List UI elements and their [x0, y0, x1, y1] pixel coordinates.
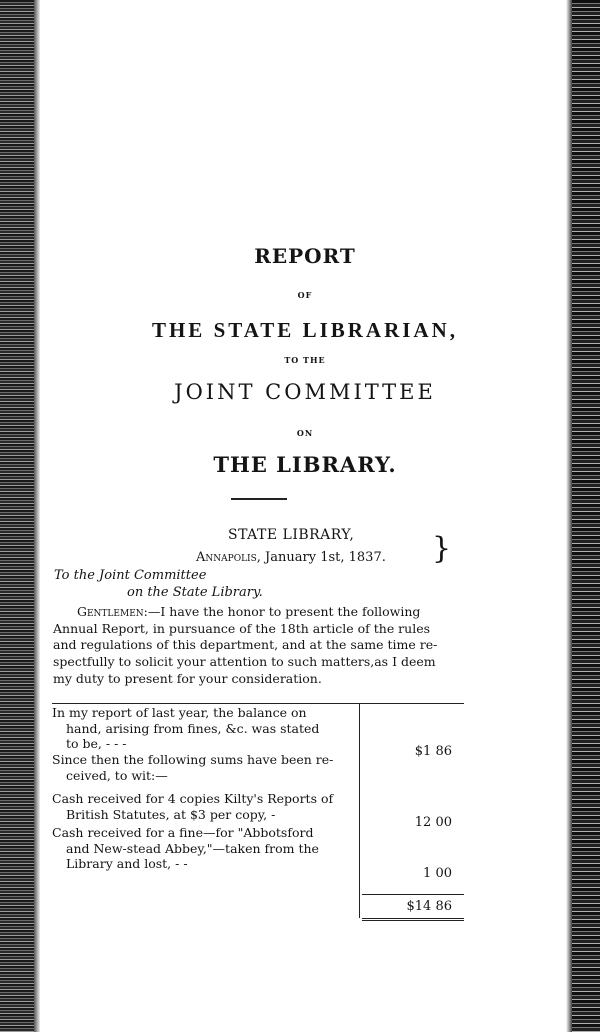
entry-line: ceived, to wit:—	[66, 767, 168, 783]
joint-committee-title: JOINT COMMITTEE	[174, 380, 436, 404]
entry-amount: 12 00	[414, 815, 452, 830]
entry-amount: 1 00	[423, 866, 452, 881]
entry-line: In my report of last year, the balance on	[52, 705, 307, 720]
state-librarian-title: THE STATE LIBRARIAN,	[151, 318, 459, 342]
on-label: ON	[296, 428, 314, 438]
account-entry	[52, 791, 358, 822]
entry-line: Cash received for 4 copies Kilty's Reports of	[52, 791, 334, 806]
entry-line: Since then the following sums have been re-	[52, 752, 334, 767]
letter-line: my duty to present for your consideration.	[53, 670, 322, 686]
brace-mark: }	[432, 531, 452, 566]
document-page	[40, 0, 570, 1032]
account-entry	[52, 825, 358, 872]
account-entry	[52, 752, 358, 783]
greeting: Gentlemen:	[77, 604, 148, 619]
letter-line: spectfully to solicit your attention to such matters,as I deem	[53, 654, 436, 670]
report-heading: REPORT	[254, 244, 356, 268]
addressee-line-1: To the Joint Committee	[54, 568, 207, 583]
sum-rule	[362, 894, 464, 895]
letter-city: Annapolis,	[196, 550, 261, 565]
to-the-label: TO THE	[284, 355, 326, 365]
letter-line: and regulations of this department, and at the same time re-	[53, 637, 438, 653]
title-divider-rule	[231, 498, 287, 500]
addressee-line-2: on the State Library.	[127, 585, 263, 600]
entry-line: British Statutes, at $3 per copy, -	[66, 806, 276, 822]
account-column-rule	[359, 704, 360, 918]
letter-line: Annual Report, in pursuance of the 18th article of the rules	[53, 620, 431, 636]
letter-dateline	[196, 550, 386, 565]
account-top-rule	[52, 703, 464, 704]
library-title: THE LIBRARY.	[213, 452, 397, 477]
scan-edge-left	[0, 0, 40, 1032]
total-double-rule	[362, 918, 464, 921]
total-amount: $14 86	[406, 899, 452, 914]
letter-date: January 1st, 1837.	[265, 550, 386, 565]
entry-line: Library and lost, - -	[66, 856, 188, 872]
scan-edge-right	[570, 0, 600, 1032]
letter-body	[53, 604, 467, 688]
entry-amount: $1 86	[414, 744, 452, 759]
letter-first-line	[53, 604, 467, 621]
of-label: OF	[297, 290, 313, 300]
entry-line: hand, arising from fines, &c. was stated	[66, 720, 320, 736]
letter-place: STATE LIBRARY,	[228, 527, 355, 543]
entry-line: to be, - - -	[66, 736, 127, 752]
entry-line: and New-stead Abbey,"—taken from the	[66, 840, 319, 856]
letter-line: —I have the honor to present the following	[147, 604, 421, 619]
entry-line: Cash received for a fine—for "Abbotsford	[52, 825, 314, 840]
account-entry	[52, 705, 358, 752]
